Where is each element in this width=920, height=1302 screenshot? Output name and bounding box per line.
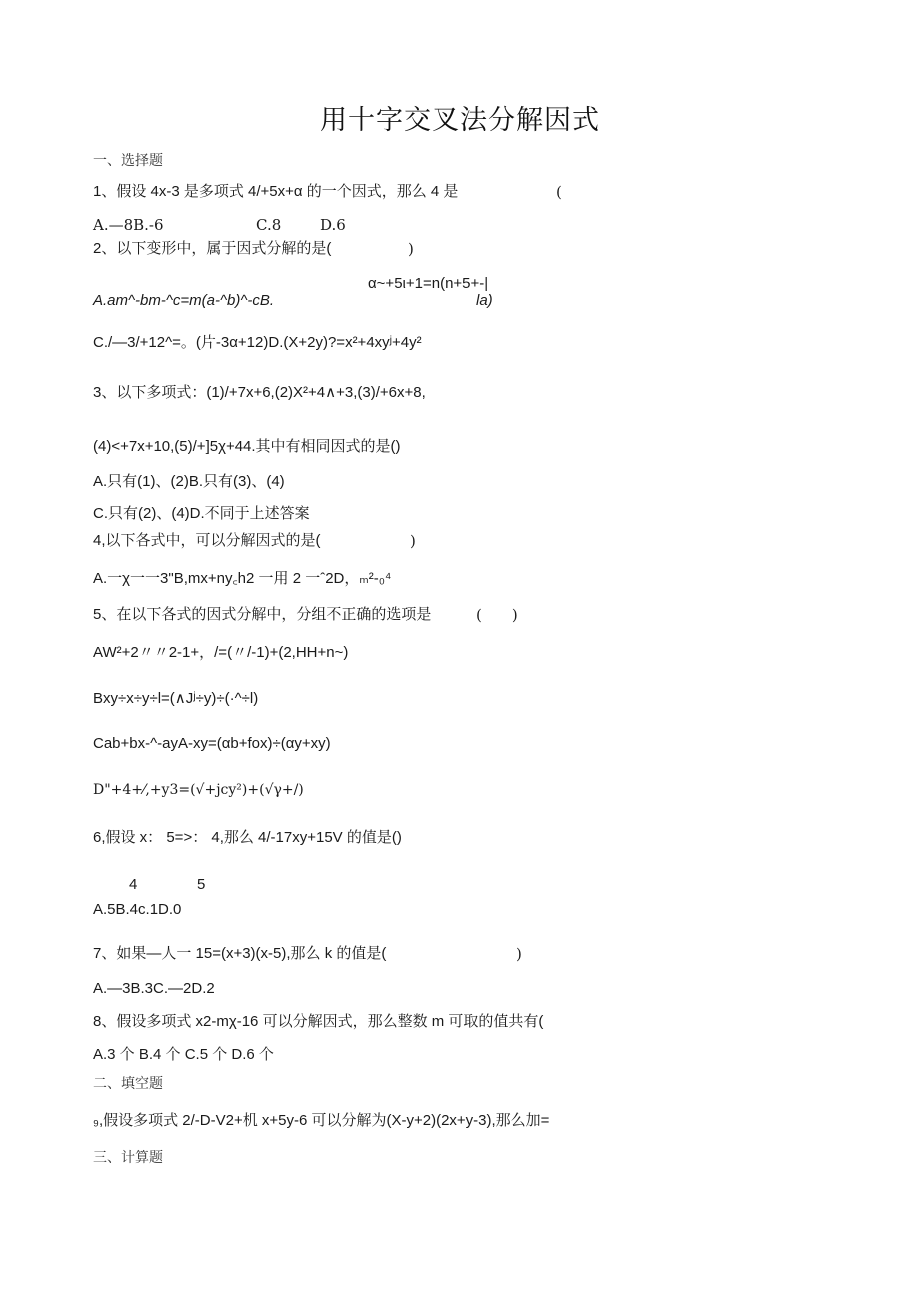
- question-2-options-ab: A.am^-bm-^c=m(a-^b)^-cB.: [93, 292, 275, 309]
- question-4-stem: 4,以下各式中，可以分解因式的是(: [93, 532, 321, 549]
- question-1-options-ab: A.—8B.-6: [93, 216, 164, 234]
- question-2-option-b-top: α~+5ι+1=n(n+5+-|: [368, 275, 489, 292]
- question-8-stem: 8、假设多项式 x2-mχ-16 可以分解因式，那么整数 m 可取的值共有(: [93, 1013, 544, 1030]
- question-6-fraction-numerator-b: 5: [197, 876, 206, 893]
- section-heading-choice: 一、选择题: [93, 153, 163, 169]
- question-1-paren: (: [556, 183, 562, 201]
- question-3-line-2: (4)<+7x+10,(5)/+]5χ+44.其中有相同因式的是(): [93, 438, 401, 455]
- question-8-options: A.3 个 B.4 个 C.5 个 D.6 个: [93, 1046, 274, 1063]
- question-5-stem: 5、在以下各式的因式分解中，分组不正确的选项是: [93, 606, 432, 623]
- question-1-option-d: D.6: [320, 216, 346, 234]
- question-6-fraction-numerator-a: 4: [129, 876, 138, 893]
- question-2-option-b-bottom: la): [476, 292, 493, 309]
- question-2-paren-close: ): [408, 240, 414, 258]
- question-5-option-d: D"+4+⁄,+y3=(√+jcy²)+(√γ+/): [93, 782, 304, 798]
- fill-question-1: ₉,假设多项式 2/-D-V2+机 x+5y-6 可以分解为(X-y+2)(2x+y-3),那么加=: [93, 1112, 550, 1129]
- question-7-paren-close: ): [516, 945, 522, 963]
- question-3-options-ab: A.只有(1)、(2)B.只有(3)、(4): [93, 473, 285, 490]
- question-5-option-a: AW²+2〃〃2-1+，/=(〃/-1)+(2,HH+n~): [93, 644, 349, 661]
- question-2-stem: 2、以下变形中，属于因式分解的是(: [93, 240, 332, 257]
- question-3-line-1: 3、以下多项式：(1)/+7x+6,(2)X²+4∧+3,(3)/+6x+8,: [93, 384, 426, 401]
- question-5-option-c: Cab+bx-^-ayA-xy=(αb+fox)÷(αy+xy): [93, 735, 331, 752]
- question-1-option-c: C.8: [256, 216, 282, 234]
- question-2-options-cd: C./—3/+12^=。(片-3α+12)D.(X+2y)?=x²+4xyʲ+4y²: [93, 334, 422, 351]
- page-title: 用十字交叉法分解因式: [320, 105, 600, 136]
- question-6-stem: 6,假设 x： 5=>： 4,那么 4/-17xy+15V 的值是(): [93, 829, 402, 846]
- section-heading-fill: 二、填空题: [93, 1076, 163, 1092]
- question-4-paren-close: ): [410, 532, 416, 550]
- question-5-paren: ( ): [476, 606, 518, 624]
- question-5-option-b: Bxy÷x÷y÷l=(∧Jʲ÷y)÷(·^÷l): [93, 690, 259, 707]
- question-7-stem: 7、如果—人一 15=(x+3)(x-5),那么 k 的值是(: [93, 945, 387, 962]
- question-6-options: A.5B.4c.1D.0: [93, 901, 182, 918]
- question-1-stem: 1、假设 4x-3 是多项式 4/+5x+α 的一个因式，那么 4 是: [93, 183, 459, 200]
- question-4-options: A.一χ一一3"B,mx+ny꜀h2 一用 2 一ˆ2D，ₘ²-₀⁴: [93, 570, 392, 587]
- question-3-options-cd: C.只有(2)、(4)D.不同于上述答案: [93, 505, 310, 522]
- question-7-options: A.—3B.3C.—2D.2: [93, 980, 215, 997]
- section-heading-calc: 三、计算题: [93, 1150, 163, 1166]
